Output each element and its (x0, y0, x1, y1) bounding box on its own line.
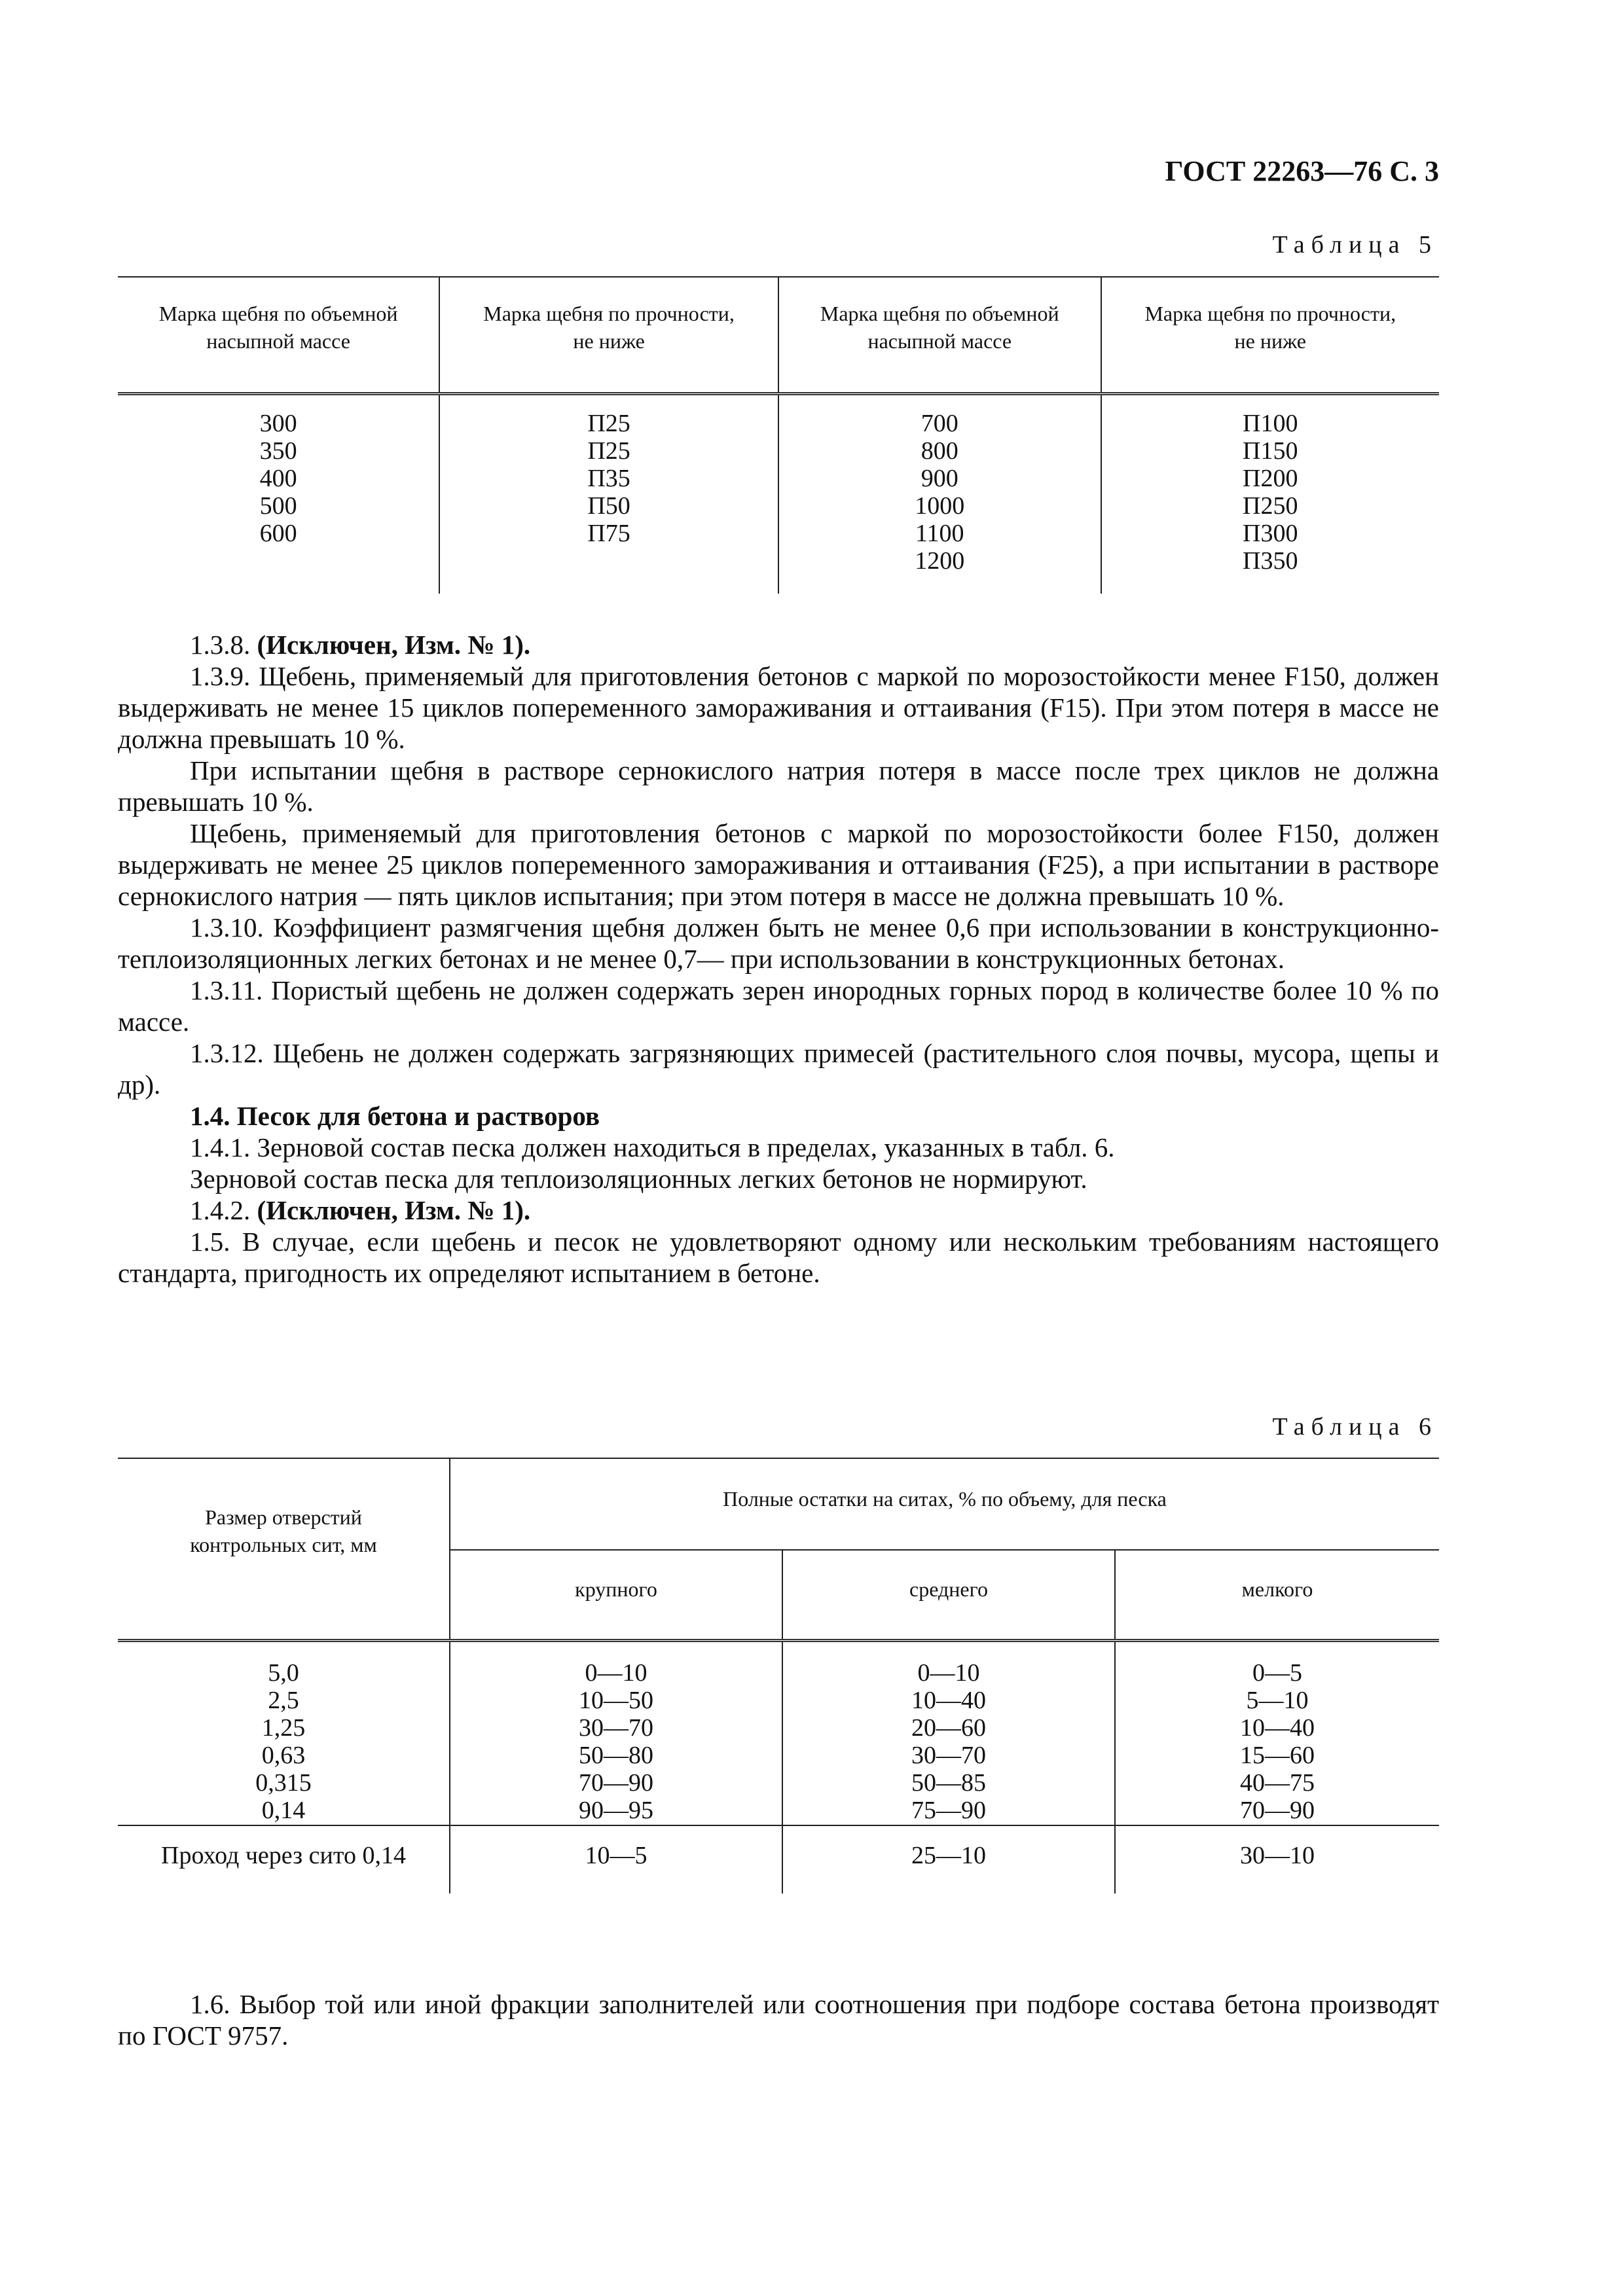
body-text-bottom (118, 1988, 1439, 2051)
body-text (118, 629, 1439, 1289)
pass-value: 10—5 (450, 1825, 782, 1893)
table6-coarse: 0—10 10—50 30—70 50—80 70—90 90—95 (450, 1641, 782, 1826)
table6-pass-row (118, 1825, 1439, 1893)
paragraph: 1.3.12. Щебень не должен содержать загрязняющих примесей (растительного слоя почвы, мусора, щепы и др). (118, 1038, 1439, 1100)
table5-caption: Таблица 5 (1272, 231, 1438, 259)
page-header: ГОСТ 22263—76 С. 3 (1165, 155, 1439, 187)
pass-value: 25—10 (782, 1825, 1115, 1893)
paragraph: Щебень, применяемый для приготовления бетонов с маркой по морозостойкости более F150, должен выдерживать не менее 25 циклов попеременного замораживания и оттаивания (F25), а при испытании в растворе сернокислого натрия — пять циклов испытания; при этом потеря в массе не должна превышать 10 %. (118, 818, 1439, 911)
table5-header: Марка щебня по объемной насыпной массе (778, 277, 1101, 394)
table5-column: П25 П25 П35 П50 П75 (439, 394, 778, 594)
table6-subheader: крупного (450, 1550, 782, 1641)
pass-value: 30—10 (1115, 1825, 1439, 1893)
paragraph: 1.3.9. Щебень, применяемый для приготовления бетонов с маркой по морозостойкости менее F150, должен выдерживать не менее 15 циклов попеременного замораживания и оттаивания (F15). При этом потеря в массе не должна превышать 10 %. (118, 661, 1439, 754)
paragraph: 1.3.10. Коэффициент размягчения щебня должен быть не менее 0,6 при использовании в конструкционно-теплоизоляционных легких бетонах и не менее 0,7— при использовании в конструкционных бетонах. (118, 912, 1439, 974)
paragraph: При испытании щебня в растворе сернокислого натрия потеря в массе после трех циклов не должна превышать 10 %. (118, 755, 1439, 817)
table5-column: 300 350 400 500 600 (259, 410, 297, 547)
paragraph: 1.6. Выбор той или иной фракции заполнителей или соотношения при подборе состава бетона производят по ГОСТ 9757. (118, 1989, 1439, 2051)
table6-subheader: мелкого (1115, 1550, 1439, 1641)
paragraph: 1.4.1. Зерновой состав песка должен находиться в пределах, указанных в табл. 6. (190, 1132, 1115, 1162)
table5-column: 700 800 900 1000 1100 1200 (778, 394, 1101, 594)
table6-subheader: среднего (782, 1550, 1115, 1641)
paragraph: 1.3.11. Пористый щебень не должен содержать зерен инородных горных пород в количестве более 10 % по массе. (118, 975, 1439, 1037)
table5-header: Марка щебня по объемной насыпной массе (118, 277, 439, 394)
paragraph: 1.5. В случае, если щебень и песок не удовлетворяют одному или нескольким требованиям настоящего стандарта, пригодность их определяют испытанием в бетоне. (118, 1227, 1439, 1288)
paragraph: Зерновой состав песка для теплоизоляционных легких бетонов не нормируют. (190, 1164, 1087, 1194)
table6-header-size: Размер отверстий контрольных сит, мм (118, 1458, 450, 1641)
table6-medium: 0—10 10—40 20—60 30—70 50—85 75—90 (782, 1641, 1115, 1826)
paragraph: 1.4.2. (Исключен, Изм. № 1). (190, 1195, 531, 1225)
table5-column: П100 П150 П200 П250 П300 П350 (1101, 394, 1439, 594)
paragraph: 1.3.8. (Исключен, Изм. № 1). (190, 630, 531, 660)
pass-label: Проход через сито 0,14 (161, 1842, 406, 1869)
table5-header: Марка щебня по прочности, не ниже (439, 277, 778, 394)
table6-sizes: 5,0 2,5 1,25 0,63 0,315 0,14 (118, 1641, 450, 1826)
table5-header: Марка щебня по прочности, не ниже (1101, 277, 1439, 394)
table6-caption: Таблица 6 (1272, 1413, 1438, 1441)
table5 (118, 276, 1439, 594)
table6-group-header: Полные остатки на ситах, % по объему, для песка (450, 1458, 1439, 1550)
section-heading: 1.4. Песок для бетона и растворов (190, 1101, 600, 1131)
table6-fine: 0—5 5—10 10—40 15—60 40—75 70—90 (1115, 1641, 1439, 1826)
table6 (118, 1458, 1439, 1893)
